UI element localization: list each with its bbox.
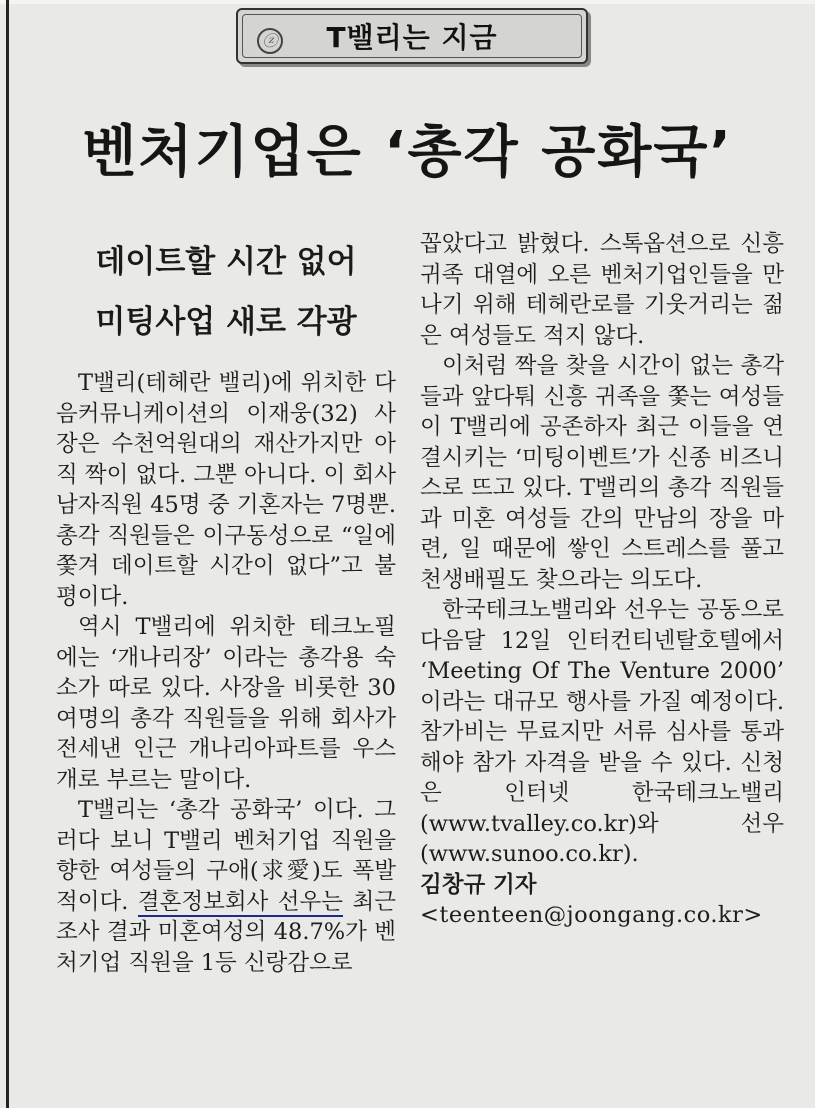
reporter-email: <teenteen@joongang.co.kr> [420, 902, 763, 928]
section-tab [236, 8, 588, 64]
paragraph-6: 한국테크노밸리와 선우는 공동으로 다음달 12일 인터컨티넨탈호텔에서 ‘Meeting Of The Venture 2000’ 이라는 대규모 행사를 가질 예정이다. 참가비는 무료지만 서류 심사를 통과해야 참가 자격을 받을 수 있다. 신청은 인터넷 한국테크노밸리(www.tvalley.co.kr)와 선우(www.sunoo.co.kr). [420, 597, 784, 867]
byline: 김창규 기자 [420, 871, 537, 898]
subheadline-line-1: 데이트할 시간 없어 [95, 244, 357, 280]
paragraph-5: 이처럼 짝을 찾을 시간이 없는 총각들과 앞다퉈 신흥 귀족을 쫓는 여성들이 T밸리에 공존하자 최근 이들을 연결시키는 ‘미팅이벤트’가 신종 비즈니스로 뜨고 있다. T밸리의 총각 직원들과 미혼 여성들 간의 만남의 장을 마련, 일 때문에 쌓인 스트레스를 풀고 천생배필도 찾으라는 의도다. [420, 353, 784, 593]
underlined-company: 결혼정보회사 선우는 [137, 888, 344, 915]
section-tab-inner [242, 14, 582, 58]
paragraph-1: T밸리(테헤란 밸리)에 위치한 다음커뮤니케이션의 이재웅(32) 사장은 수천억원대의 재산가지만 아직 짝이 없다. 그뿐 아니다. 이 회사 남자직원 45명 중 기혼자는 7명뿐. 총각 직원들은 이구동성으로 “일에 쫓겨 데이트할 시간이 없다”고 불평이다. [56, 370, 396, 610]
paragraph-3-text-a: T밸리는 ‘총각 공화국’ 이다. 그러다 보니 T밸리 벤처기업 직원을 향한 여성들의 구애(求愛)도 폭발적이다. [56, 797, 396, 915]
paragraph-4: 꼽았다고 밝혔다. 스톡옵션으로 신흥 귀족 대열에 오른 벤처기업인들을 만나기 위해 테헤란로를 기웃거리는 젊은 여성들도 적지 않다. [420, 231, 784, 349]
headline: 벤처기업은 ‘총각 공화국’ [82, 120, 733, 185]
top-edge [0, 0, 815, 4]
right-column [420, 229, 784, 931]
paragraph-2: 역시 T밸리에 위치한 테크노필에는 ‘개나리장’ 이라는 총각용 숙소가 따로 있다. 사장을 비롯한 30여명의 총각 직원들을 위해 회사가 전세낸 인근 개나리아파트를 우스개로 부르는 말이다. [56, 614, 396, 793]
paragraph-3-text-b: 최근 조사 결과 미혼여성의 48.7%가 벤처기업 직원을 1등 신랑감으로 [56, 888, 396, 976]
paragraph-3 [56, 795, 396, 978]
subheadline [56, 232, 396, 352]
section-label: T밸리는 지금 [326, 21, 498, 54]
left-column [56, 368, 396, 978]
section-logo-icon: ⓩ [257, 28, 283, 54]
subheadline-line-2: 미팅사업 새로 각광 [95, 304, 357, 340]
